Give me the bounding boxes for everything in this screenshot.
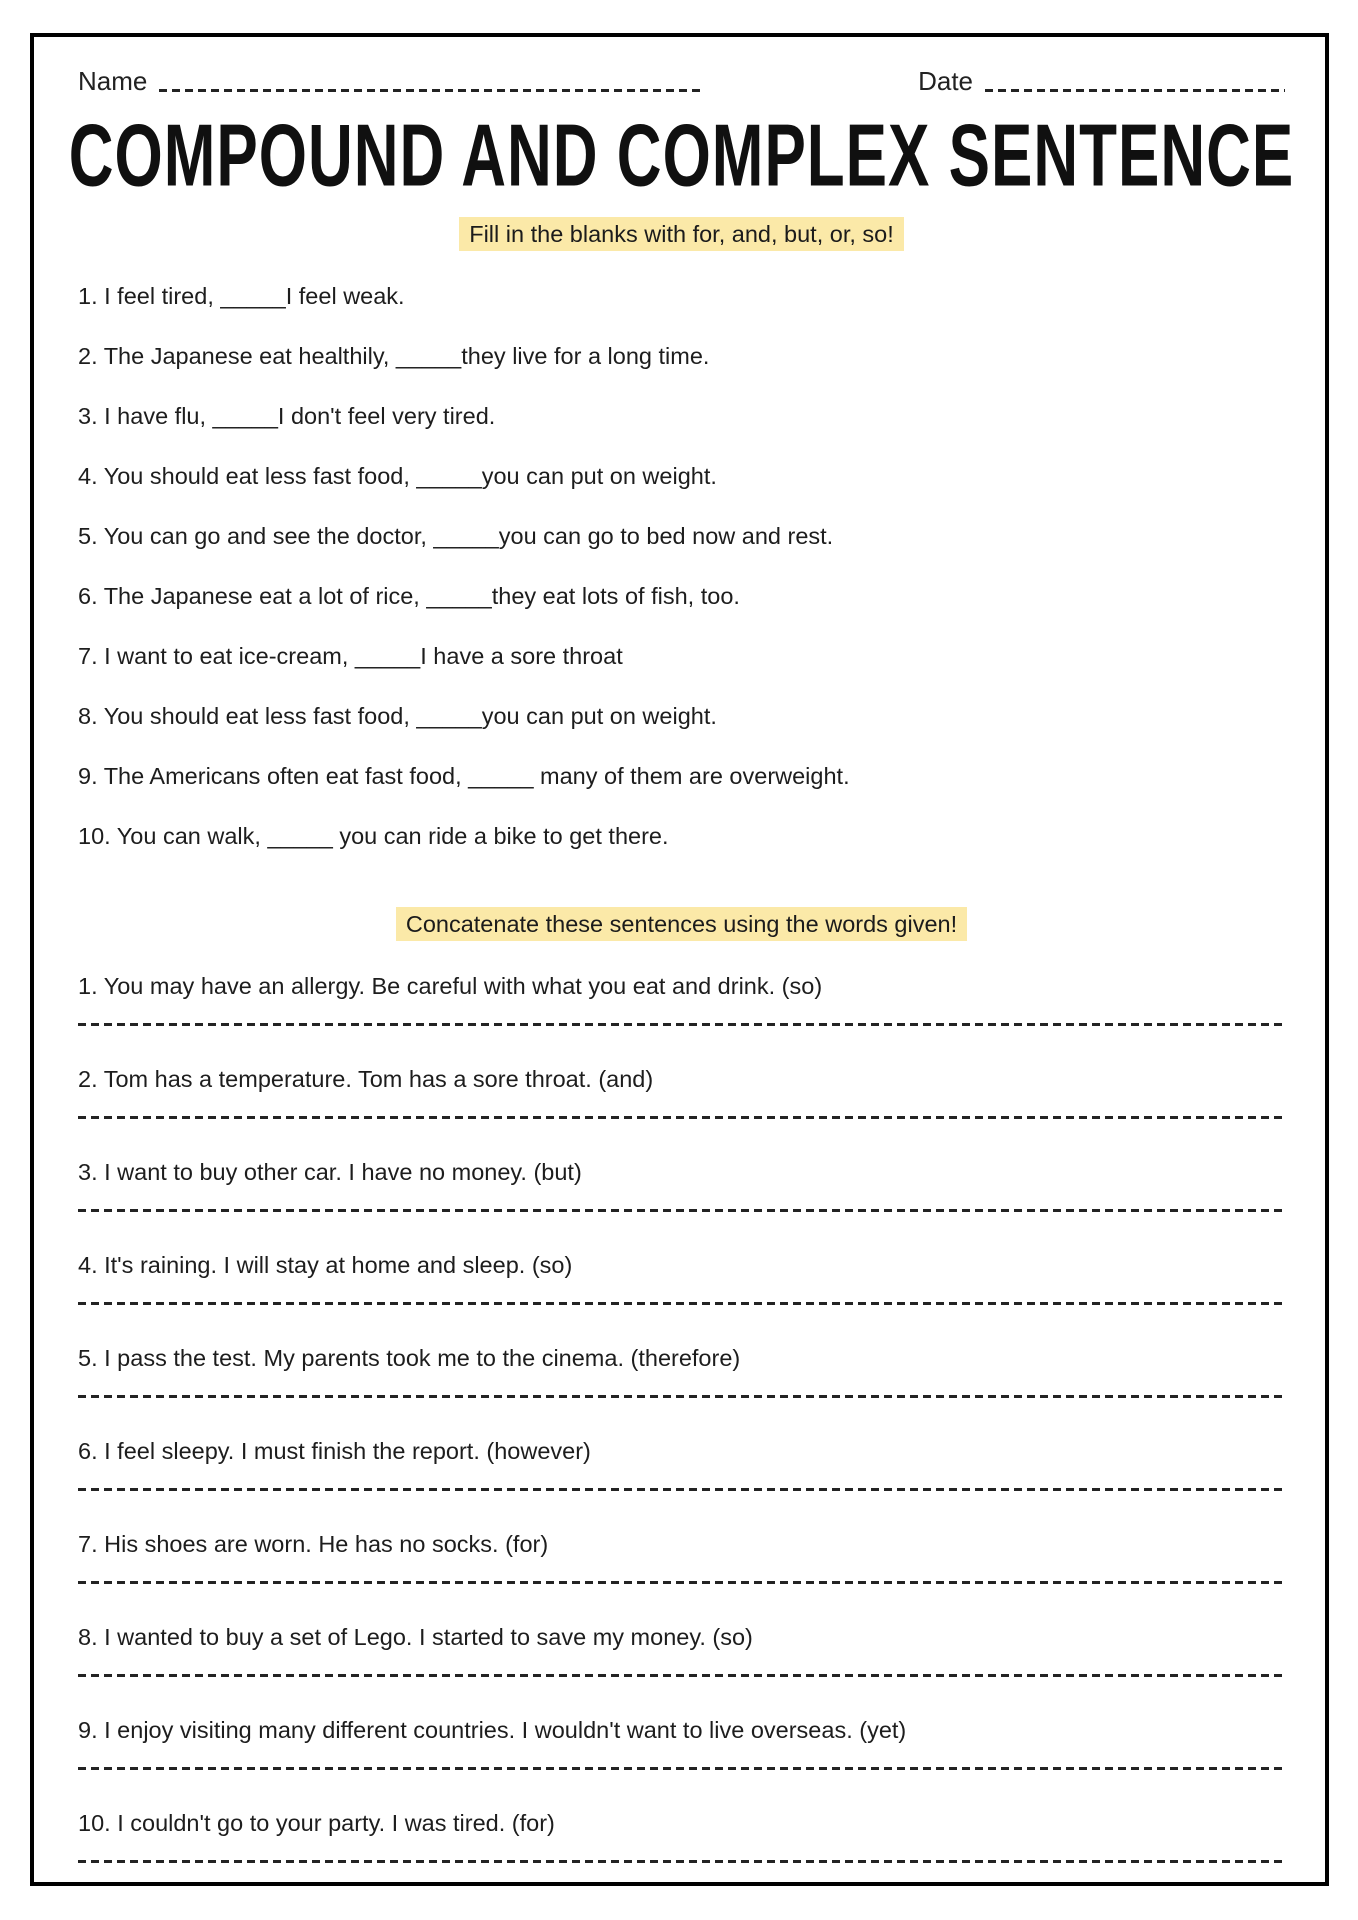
name-label: Name — [78, 66, 148, 96]
question-item: 2. The Japanese eat healthily, _____they live for a long time. — [78, 343, 710, 369]
question-item: 3. I want to buy other car. I have no money. (but) — [78, 1159, 582, 1185]
section2-question-list — [78, 971, 1285, 1863]
question-item: 9. I enjoy visiting many different countries. I wouldn't want to live overseas. (yet) — [78, 1717, 907, 1743]
answer-blank-line — [78, 1860, 1285, 1863]
concatenate-item — [78, 1808, 1285, 1863]
answer-blank-line — [78, 1767, 1285, 1770]
section2-instruction-row — [78, 907, 1285, 941]
concatenate-item — [78, 1157, 1285, 1212]
question-item: 5. I pass the test. My parents took me to the cinema. (therefore) — [78, 1345, 741, 1371]
concatenate-item — [78, 1436, 1285, 1491]
answer-blank-line — [78, 1395, 1285, 1398]
question-item: 10. I couldn't go to your party. I was tired. (for) — [78, 1810, 555, 1836]
answer-blank-line — [78, 1209, 1285, 1212]
question-item: 7. I want to eat ice-cream, _____I have a sore throat — [78, 643, 623, 669]
worksheet-border-frame — [30, 33, 1329, 1886]
section1-instruction: Fill in the blanks with for, and, but, or, so! — [459, 217, 904, 251]
title-row — [68, 107, 1295, 205]
section2-instruction: Concatenate these sentences using the words given! — [396, 907, 967, 941]
question-item: 5. You can go and see the doctor, _____you can go to bed now and rest. — [78, 523, 834, 549]
worksheet-title: COMPOUND AND COMPLEX SENTENCE — [68, 107, 1295, 205]
question-item: 7. His shoes are worn. He has no socks. (for) — [78, 1531, 549, 1557]
concatenate-item — [78, 1715, 1285, 1770]
question-item: 8. You should eat less fast food, _____you can put on weight. — [78, 703, 717, 729]
name-date-row — [78, 61, 1285, 97]
concatenate-item — [78, 1250, 1285, 1305]
date-blank-line — [985, 89, 1285, 92]
answer-blank-line — [78, 1302, 1285, 1305]
answer-blank-line — [78, 1674, 1285, 1677]
section1-instruction-row — [78, 217, 1285, 251]
question-item: 1. I feel tired, _____I feel weak. — [78, 283, 405, 309]
question-item: 9. The Americans often eat fast food, _____ many of them are overweight. — [78, 763, 850, 789]
question-item: 4. It's raining. I will stay at home and sleep. (so) — [78, 1252, 573, 1278]
concatenate-item — [78, 1622, 1285, 1677]
answer-blank-line — [78, 1488, 1285, 1491]
question-item: 10. You can walk, _____ you can ride a bike to get there. — [78, 823, 669, 849]
date-label: Date — [918, 66, 973, 96]
answer-blank-line — [78, 1581, 1285, 1584]
answer-blank-line — [78, 1116, 1285, 1119]
section1-question-list — [78, 281, 1285, 851]
concatenate-item — [78, 1064, 1285, 1119]
question-item: 1. You may have an allergy. Be careful with what you eat and drink. (so) — [78, 973, 823, 999]
name-blank-line — [159, 89, 704, 92]
concatenate-item — [78, 1343, 1285, 1398]
question-item: 2. Tom has a temperature. Tom has a sore throat. (and) — [78, 1066, 654, 1092]
question-item: 8. I wanted to buy a set of Lego. I started to save my money. (so) — [78, 1624, 753, 1650]
question-item: 6. I feel sleepy. I must finish the report. (however) — [78, 1438, 591, 1464]
question-item: 3. I have flu, _____I don't feel very tired. — [78, 403, 496, 429]
question-item: 4. You should eat less fast food, _____you can put on weight. — [78, 463, 717, 489]
question-item: 6. The Japanese eat a lot of rice, _____they eat lots of fish, too. — [78, 583, 740, 609]
concatenate-item — [78, 971, 1285, 1026]
concatenate-item — [78, 1529, 1285, 1584]
answer-blank-line — [78, 1023, 1285, 1026]
